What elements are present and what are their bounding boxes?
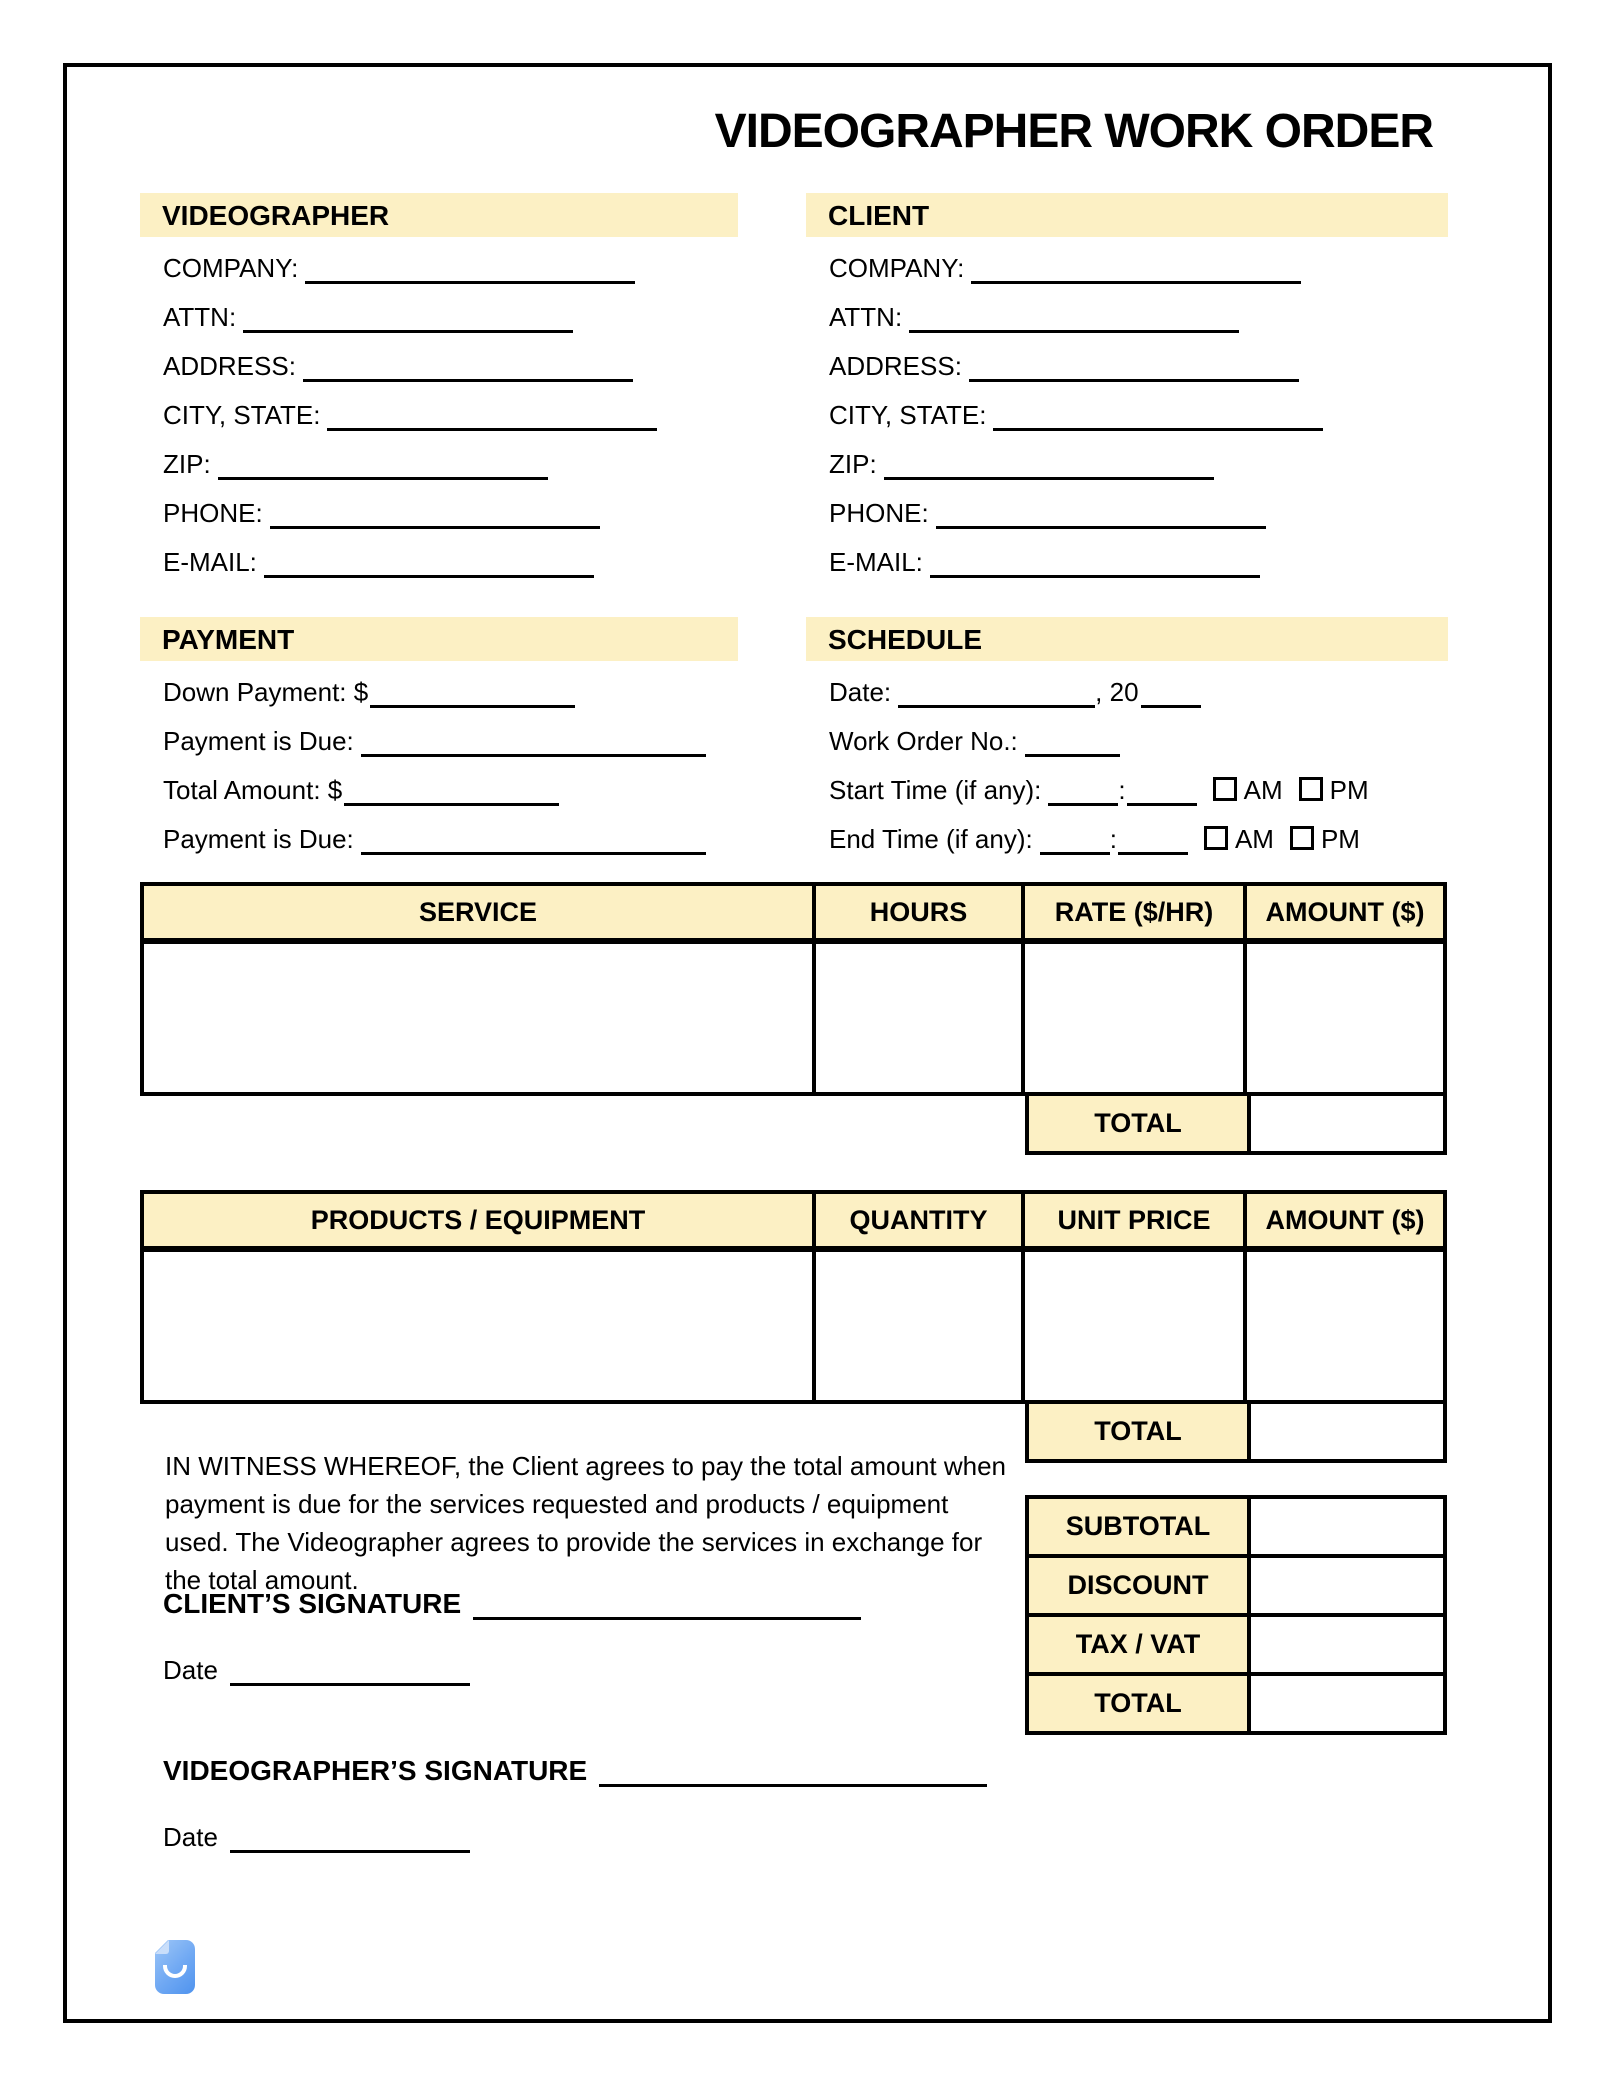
field-label: ZIP:	[163, 449, 211, 479]
pm-checkbox[interactable]	[1290, 826, 1314, 850]
field-client-zip	[829, 449, 1448, 498]
products-total-row	[1025, 1400, 1447, 1463]
field-videographer-address	[163, 351, 738, 400]
amount-col-header: AMOUNT ($)	[1247, 1194, 1443, 1252]
service-col-header: SERVICE	[144, 886, 816, 944]
products-table	[140, 1190, 1447, 1463]
client-signature-date-row	[163, 1655, 470, 1686]
summary-table	[1025, 1495, 1447, 1735]
products-cell-quantity[interactable]	[816, 1252, 1025, 1400]
service-total-label: TOTAL	[1029, 1096, 1251, 1151]
am-label: AM	[1234, 824, 1274, 854]
fill-line-down-payment[interactable]	[370, 703, 575, 708]
fill-line-zip[interactable]	[218, 475, 548, 480]
field-client-address	[829, 351, 1448, 400]
quantity-col-header: QUANTITY	[816, 1194, 1025, 1252]
field-label: Payment is Due:	[163, 824, 354, 854]
field-date	[829, 677, 1448, 726]
date-label: Date	[163, 1655, 218, 1685]
fill-line-zip[interactable]	[884, 475, 1214, 480]
section-videographer	[140, 193, 738, 596]
field-label: ADDRESS:	[829, 351, 962, 381]
witness-clause: IN WITNESS WHEREOF, the Client agrees to pay the total amount when payment is due for the services requested and products / equipment used. The Videographer agrees to provide the services in exchange for the total amount.	[165, 1451, 1007, 1595]
tax-vat-label: TAX / VAT	[1029, 1617, 1251, 1672]
summary-row-total	[1029, 1676, 1443, 1731]
field-label: Start Time (if any):	[829, 775, 1042, 805]
section-header-schedule: SCHEDULE	[806, 617, 1448, 661]
field-label: Work Order No.:	[829, 726, 1018, 756]
total-label: TOTAL	[1029, 1676, 1251, 1731]
fill-line-work-order-no[interactable]	[1025, 752, 1120, 757]
section-header-payment: PAYMENT	[140, 617, 738, 661]
fill-line-email[interactable]	[930, 573, 1260, 578]
fill-line-attn[interactable]	[909, 328, 1239, 333]
discount-value-cell[interactable]	[1251, 1558, 1443, 1613]
section-header-videographer: VIDEOGRAPHER	[140, 193, 738, 237]
field-work-order-no	[829, 726, 1448, 775]
client-date-line[interactable]	[230, 1681, 470, 1686]
field-label: COMPANY:	[829, 253, 965, 283]
fill-line-total-amount[interactable]	[344, 801, 559, 806]
service-cell-rate[interactable]	[1025, 944, 1247, 1092]
time-colon: :	[1118, 775, 1126, 805]
section-schedule	[806, 617, 1448, 873]
field-label: ZIP:	[829, 449, 877, 479]
amount-col-header: AMOUNT ($)	[1247, 886, 1443, 944]
summary-row-tax-vat	[1029, 1617, 1443, 1676]
fill-line-city-state[interactable]	[327, 426, 657, 431]
fill-line-end-minute[interactable]	[1118, 850, 1188, 855]
field-client-attn	[829, 302, 1448, 351]
field-label: CITY, STATE:	[163, 400, 321, 430]
videographer-signature-date-row	[163, 1822, 470, 1853]
service-cell-service[interactable]	[144, 944, 816, 1092]
fill-line-company[interactable]	[971, 279, 1301, 284]
page-title: VIDEOGRAPHER WORK ORDER	[714, 105, 1433, 158]
videographer-date-line[interactable]	[230, 1848, 470, 1853]
fill-line-phone[interactable]	[270, 524, 600, 529]
client-signature-line[interactable]	[473, 1615, 861, 1620]
fill-line-year[interactable]	[1141, 703, 1201, 708]
fill-line-payment-due[interactable]	[361, 850, 706, 855]
field-end-time	[829, 824, 1448, 873]
subtotal-label: SUBTOTAL	[1029, 1499, 1251, 1554]
service-table	[140, 882, 1447, 1155]
time-colon: :	[1109, 824, 1117, 854]
field-start-time	[829, 775, 1448, 824]
field-client-email	[829, 547, 1448, 596]
fill-line-attn[interactable]	[243, 328, 573, 333]
discount-label: DISCOUNT	[1029, 1558, 1251, 1613]
client-signature-label: CLIENT’S SIGNATURE	[163, 1588, 462, 1619]
am-label: AM	[1243, 775, 1283, 805]
products-total-value-cell[interactable]	[1251, 1404, 1443, 1459]
fill-line-email[interactable]	[264, 573, 594, 578]
service-total-row	[1025, 1092, 1447, 1155]
products-cell-item[interactable]	[144, 1252, 816, 1400]
fill-line-end-hour[interactable]	[1040, 850, 1110, 855]
fill-line-start-hour[interactable]	[1048, 801, 1118, 806]
field-total-amount	[163, 775, 738, 824]
field-payment-due-2	[163, 824, 738, 873]
service-cell-amount[interactable]	[1247, 944, 1443, 1092]
field-label: PHONE:	[829, 498, 929, 528]
service-total-value-cell[interactable]	[1251, 1096, 1443, 1151]
rate-col-header: RATE ($/HR)	[1025, 886, 1247, 944]
products-col-header: PRODUCTS / EQUIPMENT	[144, 1194, 816, 1252]
field-label: CITY, STATE:	[829, 400, 987, 430]
field-client-company	[829, 253, 1448, 302]
total-value-cell[interactable]	[1251, 1676, 1443, 1731]
field-payment-due-1	[163, 726, 738, 775]
year-prefix: , 20	[1095, 677, 1139, 707]
field-label: Total Amount: $	[163, 775, 343, 805]
section-header-client: CLIENT	[806, 193, 1448, 237]
fill-line-address[interactable]	[303, 377, 633, 382]
field-videographer-company	[163, 253, 738, 302]
field-client-city-state	[829, 400, 1448, 449]
field-label: PHONE:	[163, 498, 263, 528]
field-label: COMPANY:	[163, 253, 299, 283]
field-videographer-zip	[163, 449, 738, 498]
am-checkbox[interactable]	[1204, 826, 1228, 850]
summary-row-discount	[1029, 1558, 1443, 1617]
field-label: ATTN:	[829, 302, 903, 332]
smile-glyph	[163, 1965, 187, 1978]
field-label: E-MAIL:	[829, 547, 923, 577]
field-label: Down Payment: $	[163, 677, 369, 707]
videographer-signature-row	[163, 1755, 987, 1787]
subtotal-value-cell[interactable]	[1251, 1499, 1443, 1554]
products-total-label: TOTAL	[1029, 1404, 1251, 1459]
pm-checkbox[interactable]	[1299, 777, 1323, 801]
field-label: ADDRESS:	[163, 351, 296, 381]
document-smile-icon	[155, 1940, 195, 1994]
field-down-payment	[163, 677, 738, 726]
hours-col-header: HOURS	[816, 886, 1025, 944]
field-label: End Time (if any):	[829, 824, 1033, 854]
field-videographer-email	[163, 547, 738, 596]
field-label: ATTN:	[163, 302, 237, 332]
service-cell-hours[interactable]	[816, 944, 1025, 1092]
pm-label: PM	[1320, 824, 1360, 854]
pm-label: PM	[1329, 775, 1369, 805]
videographer-signature-line[interactable]	[599, 1782, 987, 1787]
date-label: Date	[163, 1822, 218, 1852]
unit-price-col-header: UNIT PRICE	[1025, 1194, 1247, 1252]
products-cell-unit-price[interactable]	[1025, 1252, 1247, 1400]
fill-line-city-state[interactable]	[993, 426, 1323, 431]
tax-vat-value-cell[interactable]	[1251, 1617, 1443, 1672]
fill-line-address[interactable]	[969, 377, 1299, 382]
field-videographer-attn	[163, 302, 738, 351]
field-label: Payment is Due:	[163, 726, 354, 756]
am-checkbox[interactable]	[1213, 777, 1237, 801]
client-signature-row	[163, 1588, 861, 1620]
fill-line-phone[interactable]	[936, 524, 1266, 529]
summary-row-subtotal	[1029, 1499, 1443, 1558]
fill-line-date[interactable]	[898, 703, 1095, 708]
field-videographer-city-state	[163, 400, 738, 449]
field-client-phone	[829, 498, 1448, 547]
products-cell-amount[interactable]	[1247, 1252, 1443, 1400]
field-label: Date:	[829, 677, 892, 707]
fill-line-company[interactable]	[305, 279, 635, 284]
fill-line-payment-due[interactable]	[361, 752, 706, 757]
section-client	[806, 193, 1448, 596]
videographer-signature-label: VIDEOGRAPHER’S SIGNATURE	[163, 1755, 588, 1786]
field-videographer-phone	[163, 498, 738, 547]
section-payment	[140, 617, 738, 873]
field-label: E-MAIL:	[163, 547, 257, 577]
fill-line-start-minute[interactable]	[1127, 801, 1197, 806]
